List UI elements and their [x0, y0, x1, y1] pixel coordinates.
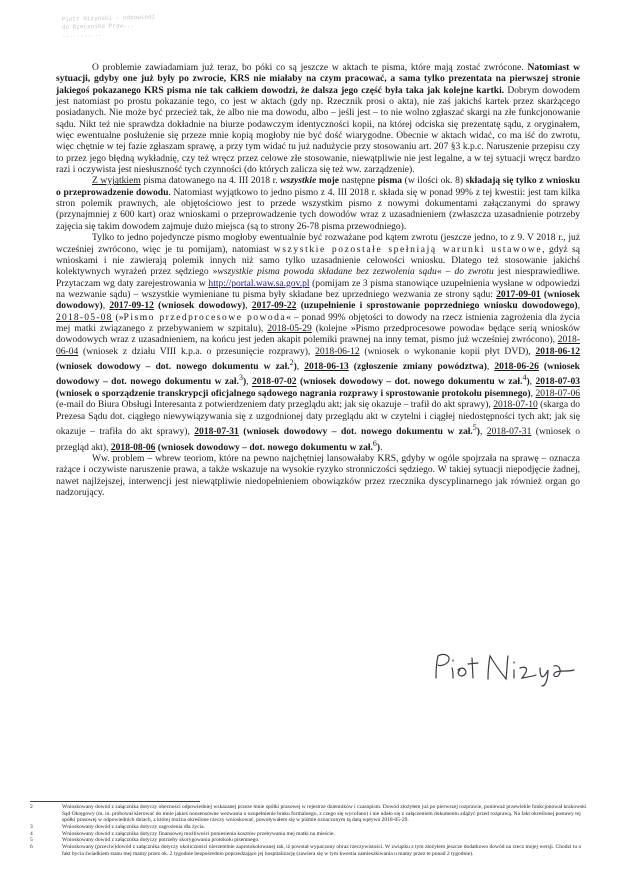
footnote: 2 Wnioskowany dowód z załącznika dotyczy obecności odpowiedniej wskazanej przeze mnie spółki prasowej w rejestrze dzienników i czasopism. Dowód złożyłem już po pierwszej rozprawie, ponieważ przewlekle funkcjonował krakowski Sąd Okręgowy (m. in. próbował kierować do mnie jakieś nonsensowne wezwania o uzupełnienie braku formalnego, z czego się wycofano) i nie udało się z załączeniem dokumentu zdążyć przed rozprawą. Na fakt określonej postawy tej spółki prasowej w odpowiednich dniach, z której można określone rzeczy wnioskować, powoływałem się w piśmie oznaczonym tą datą wpływu 2018-05-29.	[30, 804, 587, 824]
paragraph-3: Tylko to jedno pojedyncze pismo mogłoby ewentualnie być rozważane pod kątem zwrotu (jeszcze jedno, to z 9. V 2018 r., już wcześniej zwrócono, więc je tu pomijam), natomiast wszystkie pozostałe spełniają warunki ustawowe, gdyż są wnioskami i nie zawierają polemik innych niż samo tylko uzasadnienie celowości wniosku. Dlatego też stosowanie jakichś kolektywnych wyrażeń przez sędziego »wszystkie pisma powoda składane bez zezwolenia sądu« – do zwrotu jest niesprawiedliwe. Przytaczam wg daty zarejestrowania w http://portal.waw.sa.gov.pl (pomijam ze 3 pisma stanowiące uzupełnienia wysłane w odpowiedzi na wezwanie sądu) – wszystkie wymieniane tu pisma były składane bez uprzedniego wezwania ze strony sądu: 2017-09-01 (wniosek dowodowy), 2017-09-12 (wniosek dowodowy), 2017-09-22 (uzupełnienie i sprostowanie poprzedniego wniosku dowodowego), 2018-05-08 (»Pismo przedprocesowe powoda« – ponad 99% objętości to dowody na rzecz istnienia zagrożenia dla życia mej matki związanego z przebywaniem w szpitalu), 2018-05-29 (kolejne »Pismo przedprocesowe powoda« będące serią wniosków dowodowych wraz z uzasadnieniem, na końcu jest jeden akapit polemiki prawnej na inny temat, pismo już wcześniej zwrócono), 2018-06-04 (wniosek z działu VIII k.p.a. o przesunięcie rozprawy), 2018-06-12 (wniosek o wykonanie kopii płyt DVD), 2018-06-12 (wniosek dowodowy – dot. nowego dokumentu w zał.$^2$), 2018-06-13 (zgłoszenie zmiany powództwa), 2018-06-26 (wniosek dowodowy – dot. nowego dokumentu w zał.$^3$), 2018-07-02 (wniosek dowodowy – dot. nowego dokumentu w zał.$^4$), 2018-07-03 (wniosek o sporządzenie transkrypcji oficjalnego sądowego nagrania rozprawy i sprostowanie protokołu pisemnego), 2018-07-06 (e-mail do Biura Obsługi Interesanta z potwierdzeniem daty przeglądu akt; jak się okazuje – trafił do akt sprawy), 2018-07-10 (skarga do Prezesa Sądu dot. ciągłego niewywiązywania się z uzgodnionej daty przeglądu akt w czytelni i ciągłej niedostępności tych akt; jak się okazuje – trafiła do akt sprawy), 2018-07-31 (wniosek dowodowy – dot. nowego dokumentu w zał.$^5$), 2018-07-31 (wniosek o przegląd akt), 2018-08-06 (wniosek dowodowy – dot. nowego dokumentu w zał.$^6$).	[56, 232, 581, 453]
stamp-line: ...........	[62, 30, 102, 39]
letter-body	[56, 62, 580, 498]
faded-stamp	[62, 12, 213, 48]
footnote: 4 Wnioskowany dowód z załącznika dotyczy finansowej możliwości poniesienia kosztów przebywania mej matki na mieście.	[30, 830, 335, 837]
footnote: 6 Wnioskowany (przeciw)dowód z załącznika dotyczy okoliczności nierzetelnie zaprotokołowanej tak, iż powstał wypaczony obraz rzeczywistości. W związku z tym złożyłem jeszcze dodatkowo dowód na rzecz mojej wersji. Chodzi tu o fakt bycia świadkiem stanu mej mamy przez ok. 2 tygodnie bezpośrednio poprzedzające jej hospitalizację (zawiera się w tym kwestia zamieszkiwania u mamy przez te ponad 2 tygodnie).	[30, 843, 582, 857]
paragraph-2: Z wyjątkiem pisma datowanego na 4. III 2018 r. wszystkie moje następne pisma (w ilości ok. 8) składają się tylko z wniosku o przeprowadzenie dowodu. Natomiast wyjątkowo to jedno pismo z 4. III 2018 r. składa się w ponad 99% z tej kwestii: jest tam kilka stron polemik prawnych, ale objętościowo jest to przede wszystkim pismo z nowymi dokumentami załączanymi do sprawy (przynajmniej z 600 kart) oraz wnioskami o przeprowadzenie tych dowodów wraz z uzasadnieniem (zwłaszcza uzasadnienie potrzeby zajęcia się takim dowodem zajmuje dużo miejsca (są to strony 26-78 pisma przewodniego).	[56, 175, 580, 232]
signature-text: Piotr Niżyński	[430, 688, 436, 689]
paragraph-1: O problemie zawiadamiam już teraz, bo póki co są jeszcze w aktach te pisma, które mają zostać zwrócone. Natomiast w sytuacji, gdyby one już były po zwrocie, KRS nie miałaby na czym pracować, a sama tylko prezentata na pierwszej stronie jakiegoś pokazanego KRS pisma nie tak całkiem dowodzi, że dalsza jego część była taka jak kolejne kartki. Dobrym dowodem jest natomiast po prostu pokazanie tego, co jest w aktach (gdy np. Rzecznik prosi o akta), nie zaś jakichś kartek przez skarżącego posiadanych. Nie może być przecież tak, że albo nie ma dowodu, albo – jeśli jest – to nie wolno zgłaszać skargi na złe funkcjonowanie sądu. Nikt też nie sprawdza dokładnie na biurze podawczym identyczności kopii, na której odciska się prezentatę sądu, z oryginałem, więc ewentualne posłużenie się przeze mnie kopią mogłoby nie być dość wiarygodne. Obecnie w aktach widać, co ma iść do zwrotu, więc chętnie w tej fazie zgłaszam sprawę, a przy tym widać tu już nadużycie przy stosowaniu art. 207 §3 k.p.c. Naruszenie przepisu czy to przez jego błędną wykładnię, czy też wręcz przez celowe złe stosowanie, niewątpliwie nie jest legalne, a w tej sytuacji wręcz bardzo razi i oczywista jest niesłuszność tych czynności (do których zalicza się też ww. zarządzenie).	[56, 62, 581, 176]
stamp-line: Piotr Niżyński – odpowiedź	[61, 13, 156, 23]
footnote-rule	[30, 801, 200, 802]
paragraph-4: Ww. problem – wbrew teoriom, które na pewno najchętniej lansowałaby KRS, gdyby w ogóle spojrzała na sprawę – oznacza rażące i oczywiste naruszenie prawa, a także wskazuje na wysokie ryzyko stronniczości sędziego. W takiej sytuacji niepodjęcie żadnej, nawet najlżejszej, interwencji jest niewątpliwie niedopełnieniem obowiązków przez rzecznika dyscyplinarnego jak również organ go nadzorujący.	[56, 453, 580, 499]
handwritten-signature	[430, 648, 580, 688]
portal-link[interactable]: http://portal.waw.sa.gov.pl	[208, 277, 310, 289]
stamp-line: do Rzecznika Praw...	[61, 22, 134, 31]
footnote: 3 Wnioskowany dowód z załącznika dotyczy zagrożenia dla życia.	[30, 823, 205, 830]
footnotes	[30, 804, 590, 857]
footnote: 5 Wnioskowany dowód z załącznika dotyczy potrzeby skorygowania protokołu pisemnego.	[30, 837, 260, 844]
